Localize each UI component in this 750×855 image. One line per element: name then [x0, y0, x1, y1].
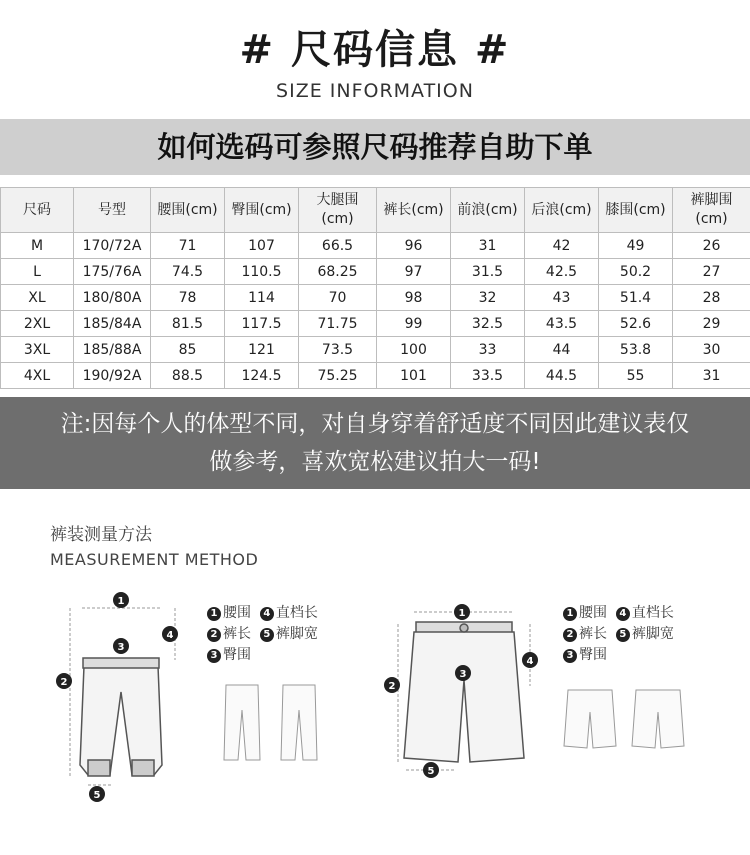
table-row — [1, 259, 750, 285]
table-cell: 53.8 — [599, 337, 673, 363]
legend-hip: 臀围 — [579, 647, 607, 663]
table-cell: 124.5 — [225, 363, 299, 389]
table-cell: 114 — [225, 285, 299, 311]
marker-5: 5 — [260, 628, 274, 642]
legend-waist: 腰围 — [223, 605, 251, 621]
table-cell: 180/80A — [74, 285, 151, 311]
page-title: # 尺码信息 # — [239, 27, 511, 73]
svg-text:2: 2 — [60, 677, 68, 688]
table-cell: 185/84A — [74, 311, 151, 337]
table-cell: 68.25 — [299, 259, 377, 285]
table-cell: 29 — [673, 311, 750, 337]
table-cell: XL — [1, 285, 74, 311]
table-cell: 27 — [673, 259, 750, 285]
legend-length: 裤长 — [223, 626, 251, 642]
table-cell: 121 — [225, 337, 299, 363]
table-header-cell: 腰围(cm) — [151, 188, 225, 233]
table-row — [1, 311, 750, 337]
table-cell: 50.2 — [599, 259, 673, 285]
svg-text:5: 5 — [93, 790, 101, 801]
table-cell: 52.6 — [599, 311, 673, 337]
table-header-cell: 裤脚围 (cm) — [673, 188, 750, 233]
table-header-row — [1, 188, 750, 233]
table-body — [1, 233, 750, 389]
table-cell: 81.5 — [151, 311, 225, 337]
recommendation-banner: 如何选码可参照尺码推荐自助下单 — [0, 119, 750, 175]
size-table — [0, 187, 750, 389]
table-cell: 44.5 — [525, 363, 599, 389]
table-header-cell: 大腿围 (cm) — [299, 188, 377, 233]
marker-1: 1 — [563, 607, 577, 621]
table-cell: 190/92A — [74, 363, 151, 389]
table-cell: 44 — [525, 337, 599, 363]
table-cell: 107 — [225, 233, 299, 259]
table-cell: 88.5 — [151, 363, 225, 389]
table-header-cell: 膝围(cm) — [599, 188, 673, 233]
table-header-cell: 后浪(cm) — [525, 188, 599, 233]
table-cell: 99 — [377, 311, 451, 337]
table-cell: 74.5 — [151, 259, 225, 285]
shorts-diagram — [404, 622, 524, 762]
marker-2: 2 — [207, 628, 221, 642]
legend-rise: 直档长 — [275, 605, 318, 621]
table-cell: 43 — [525, 285, 599, 311]
svg-text:4: 4 — [526, 656, 534, 667]
table-cell: 100 — [377, 337, 451, 363]
table-cell: 42.5 — [525, 259, 599, 285]
svg-text:5: 5 — [427, 766, 435, 777]
table-cell: 98 — [377, 285, 451, 311]
marker-3: 3 — [563, 649, 577, 663]
svg-text:3: 3 — [459, 669, 467, 680]
measurement-subtitle: MEASUREMENT METHOD — [50, 550, 259, 569]
svg-text:1: 1 — [117, 596, 125, 607]
legend-hip: 臀围 — [223, 647, 251, 663]
legend-length: 裤长 — [579, 626, 607, 642]
table-cell: 43.5 — [525, 311, 599, 337]
table-cell: 42 — [525, 233, 599, 259]
table-cell: 31 — [451, 233, 525, 259]
measurement-title: 裤装测量方法 — [50, 525, 152, 545]
table-cell: 31 — [673, 363, 750, 389]
pants-diagram — [80, 658, 162, 776]
table-cell: 4XL — [1, 363, 74, 389]
legend-hem: 裤脚宽 — [631, 626, 674, 642]
table-cell: 31.5 — [451, 259, 525, 285]
table-cell: 33.5 — [451, 363, 525, 389]
table-cell: 71 — [151, 233, 225, 259]
table-header-cell: 裤长(cm) — [377, 188, 451, 233]
marker-4: 4 — [616, 607, 630, 621]
table-row — [1, 337, 750, 363]
note-line-2: 做参考，喜欢宽松建议拍大一码! — [209, 449, 541, 475]
table-header-cell: 前浪(cm) — [451, 188, 525, 233]
legend-waist: 腰围 — [579, 605, 607, 621]
table-cell: 101 — [377, 363, 451, 389]
table-cell: 32.5 — [451, 311, 525, 337]
table-cell: 170/72A — [74, 233, 151, 259]
table-cell: 3XL — [1, 337, 74, 363]
table-cell: 71.75 — [299, 311, 377, 337]
table-cell: 185/88A — [74, 337, 151, 363]
table-cell: 66.5 — [299, 233, 377, 259]
table-cell: 78 — [151, 285, 225, 311]
table-cell: 175/76A — [74, 259, 151, 285]
svg-text:4: 4 — [166, 630, 174, 641]
table-header-cell: 尺码 — [1, 188, 74, 233]
table-cell: 26 — [673, 233, 750, 259]
marker-5: 5 — [616, 628, 630, 642]
table-cell: 55 — [599, 363, 673, 389]
legend-rise: 直档长 — [631, 605, 674, 621]
table-cell: 97 — [377, 259, 451, 285]
table-row — [1, 285, 750, 311]
table-cell: 96 — [377, 233, 451, 259]
marker-2: 2 — [563, 628, 577, 642]
marker-3: 3 — [207, 649, 221, 663]
table-cell: 70 — [299, 285, 377, 311]
table-cell: 110.5 — [225, 259, 299, 285]
svg-text:3: 3 — [117, 642, 125, 653]
table-row — [1, 363, 750, 389]
svg-text:1: 1 — [458, 608, 466, 619]
table-cell: 117.5 — [225, 311, 299, 337]
svg-text:2: 2 — [388, 681, 396, 692]
table-cell: 73.5 — [299, 337, 377, 363]
table-cell: 85 — [151, 337, 225, 363]
table-cell: 33 — [451, 337, 525, 363]
table-cell: 28 — [673, 285, 750, 311]
marker-4: 4 — [260, 607, 274, 621]
marker-1: 1 — [207, 607, 221, 621]
note-line-1: 注:因每个人的体型不同，对自身穿着舒适度不同因此建议表仅 — [60, 411, 690, 437]
table-cell: 75.25 — [299, 363, 377, 389]
table-cell: 30 — [673, 337, 750, 363]
legend-hem: 裤脚宽 — [275, 626, 318, 642]
sizing-note — [0, 397, 750, 489]
table-cell: 32 — [451, 285, 525, 311]
table-header-cell: 号型 — [74, 188, 151, 233]
table-cell: M — [1, 233, 74, 259]
shorts-thumbnails — [564, 690, 684, 748]
table-cell: 2XL — [1, 311, 74, 337]
measurement-illustrations — [0, 580, 750, 855]
table-cell: L — [1, 259, 74, 285]
page-subtitle: SIZE INFORMATION — [276, 80, 474, 102]
table-cell: 49 — [599, 233, 673, 259]
table-row — [1, 233, 750, 259]
pants-thumbnails — [224, 685, 317, 760]
table-cell: 51.4 — [599, 285, 673, 311]
table-header-cell: 臀围(cm) — [225, 188, 299, 233]
